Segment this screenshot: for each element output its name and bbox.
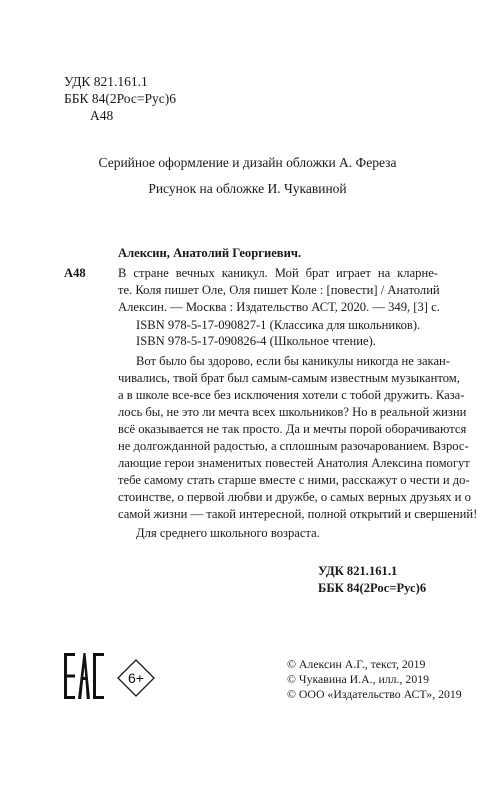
series-design-credit: Серийное оформление и дизайн обложки А. Фереза bbox=[98, 155, 397, 170]
author-mark-top: А48 bbox=[90, 108, 114, 123]
udk-code-top: УДК 821.161.1 bbox=[64, 74, 148, 89]
description-line: Алексин. — Москва : Издательство АСТ, 2020. — 349, [3] с. bbox=[118, 300, 440, 314]
age-note: Для среднего школьного возраста. bbox=[136, 526, 320, 540]
annotation-line: лось бы, не это ли мечта всех школьников? Но в реальной жизни bbox=[118, 405, 467, 419]
author-mark: А48 bbox=[64, 266, 86, 280]
annotation-line: чивались, твой брат был самым-самым известным музыкантом, bbox=[118, 371, 460, 385]
bbk-code-top: ББК 84(2Рос=Рус)6 bbox=[64, 91, 176, 106]
cover-drawing-credit: Рисунок на обложке И. Чукавиной bbox=[148, 181, 347, 196]
copyright-line: © Чукавина И.А., илл., 2019 bbox=[287, 672, 430, 686]
annotation-line: а в школе все-все без исключения хотели с тобой дружить. Каза- bbox=[118, 388, 465, 402]
annotation-line: не долгожданной радостью, а сплошным разочарованием. Взрос- bbox=[118, 439, 469, 453]
annotation-line: самой жизни — такой интересной, полной открытий и свершений! bbox=[118, 507, 478, 521]
author-heading: Алексин, Анатолий Георгиевич. bbox=[118, 246, 302, 260]
isbn-school-reading: ISBN 978-5-17-090826-4 (Школьное чтение). bbox=[136, 334, 376, 348]
copyright-line: © Алексин А.Г., текст, 2019 bbox=[287, 657, 426, 671]
udk-code-bottom: УДК 821.161.1 bbox=[318, 564, 398, 578]
description-line: В стране вечных каникул. Мой брат играет на кларне- bbox=[118, 266, 438, 280]
eac-conformity-mark-icon bbox=[64, 653, 104, 699]
annotation-line: тебе самому стать старше вместе с ними, расскажут о чести и до- bbox=[118, 473, 470, 487]
isbn-classics: ISBN 978-5-17-090827-1 (Классика для школьников). bbox=[136, 318, 421, 332]
annotation-line: стоинстве, о первой любви и дружбе, о самых верных друзьях и о bbox=[118, 490, 471, 504]
description-line: те. Коля пишет Оле, Оля пишет Коле : [повести] / Анатолий bbox=[118, 283, 440, 297]
annotation-line: Вот было бы здорово, если бы каникулы никогда не закан- bbox=[136, 354, 450, 368]
annotation-line: лающие герои знаменитых повестей Анатолия Алексина помогут bbox=[118, 456, 470, 470]
copyright-line: © ООО «Издательство АСТ», 2019 bbox=[287, 687, 462, 701]
bbk-code-bottom: ББК 84(2Рос=Рус)6 bbox=[318, 581, 427, 595]
age-rating-text: 6+ bbox=[128, 670, 144, 686]
annotation-line: всё оказывается не так просто. Да и мечты порой оборачиваются bbox=[118, 422, 467, 436]
